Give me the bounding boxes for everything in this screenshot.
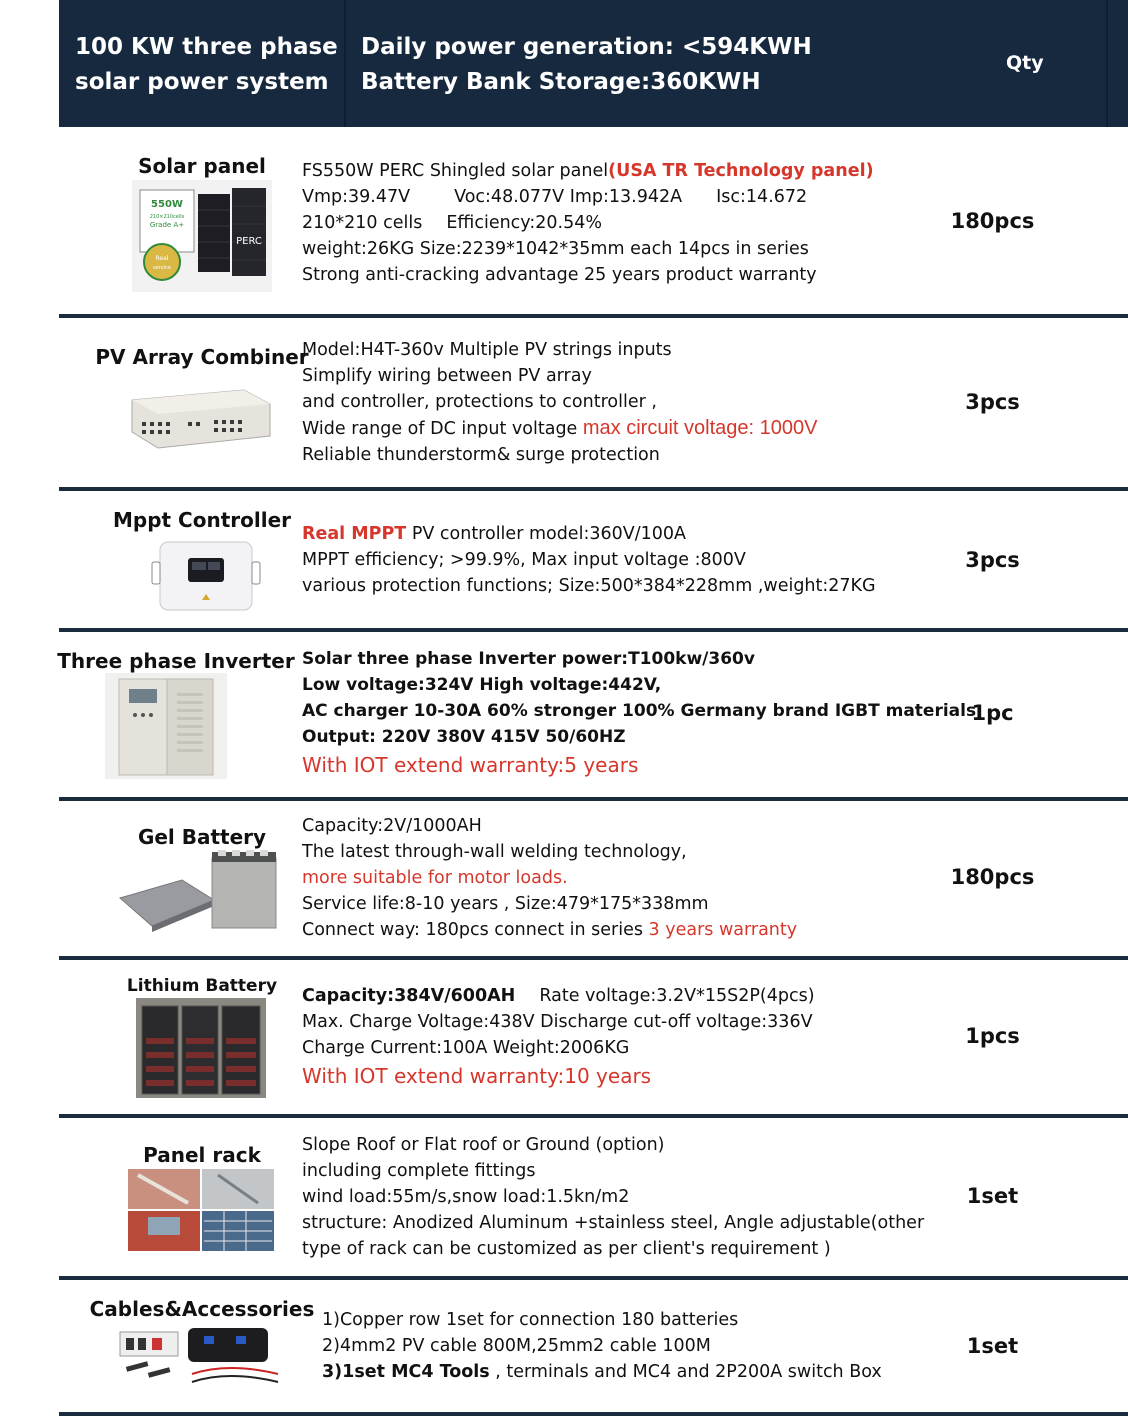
svg-text:Real: Real <box>155 255 169 262</box>
header-divider <box>344 0 346 127</box>
inverter-image <box>105 673 227 779</box>
header-divider <box>1106 0 1108 127</box>
item-name-cables-accessories: Cables&Accessories <box>89 1297 315 1321</box>
row-divider <box>59 314 1128 318</box>
inverter-description: Solar three phase Inverter power:T100kw/360v Low voltage:324V High voltage:442V, AC charger 10-30A 60% stronger 100% Germany brand IGBT materials Output: 220V 380V 415V 50/60HZ With IOT extend warranty:5 years <box>302 649 977 777</box>
mppt-controller-qty: 3pcs <box>965 548 1020 572</box>
solar-panel-image <box>132 180 272 292</box>
row-divider <box>59 487 1128 491</box>
row-divider <box>59 1412 1128 1416</box>
gel-battery-description: Capacity:2V/1000AH The latest through-wall welding technology, more suitable for motor loads. Service life:8-10 years , Size:479*175*338mm Connect way: 180pcs connect in series 3 years warranty <box>302 816 798 940</box>
lithium-battery-qty: 1pcs <box>965 1024 1020 1048</box>
cables-accessories-qty: 1set <box>966 1334 1019 1358</box>
item-name-mppt-controller: Mppt Controller <box>112 508 292 532</box>
system-title: 100 KW three phase solar power system <box>75 34 338 95</box>
item-name-lithium-battery: Lithium Battery <box>126 976 278 996</box>
row-divider <box>59 956 1128 960</box>
cables-accessories-image <box>118 1326 286 1392</box>
panel-rack-image <box>128 1169 274 1251</box>
pv-combiner-image <box>128 378 274 450</box>
svg-text:Grade A+: Grade A+ <box>149 221 185 229</box>
mppt-controller-description: Real MPPT PV controller model:360V/100A MPPT efficiency; >99.9%, Max input voltage :800V various protection functions; Size:500*384*228mm ,weight:27KG <box>302 524 876 596</box>
row-divider <box>59 1114 1128 1118</box>
gel-battery-qty: 180pcs <box>950 865 1035 889</box>
item-name-panel-rack: Panel rack <box>143 1143 261 1167</box>
qty-column-header: Qty <box>1006 52 1044 74</box>
svg-text:service: service <box>153 265 171 271</box>
item-name-three-phase-inverter: Three phase Inverter <box>57 649 295 673</box>
row-divider <box>59 628 1128 632</box>
cables-accessories-description: 1)Copper row 1set for connection 180 batteries 2)4mm2 PV cable 800M,25mm2 cable 100M 3)1set MC4 Tools , terminals and MC4 and 2P200A switch Box <box>322 1310 882 1382</box>
row-divider <box>59 1276 1128 1280</box>
lithium-battery-image <box>136 998 266 1098</box>
item-name-solar-panel: Solar panel <box>138 154 266 178</box>
panel-rack-qty: 1set <box>966 1184 1019 1208</box>
panel-rack-description: Slope Roof or Flat roof or Ground (option) including complete fittings wind load:55m/s,snow load:1.5kn/m2 structure: Anodized Aluminum +stainless steel, Angle adjustable(other type of rack can be customized as per client's requirement ) <box>302 1135 925 1259</box>
item-name-pv-array-combiner: PV Array Combiner <box>95 345 309 369</box>
solar-panel-description: FS550W PERC Shingled solar panel(USA TR Technology panel) Vmp:39.47V Voc:48.077V Imp:13.942A Isc:14.672 210*210 cells Efficiency:20.54% weight:26KG Size:2239*1042*35mm each 14pcs in series Strong anti-cracking advantage 25 years product warranty <box>302 161 874 285</box>
svg-text:210×210cells: 210×210cells <box>149 214 185 220</box>
gel-battery-image <box>118 850 288 932</box>
pv-combiner-description: Model:H4T-360v Multiple PV strings inputs Simplify wiring between PV array and controller, protections to controller , Wide range of DC input voltage max circuit voltage: 1000V Reliable thunderstorm& surge protection <box>302 340 818 465</box>
solar-panel-qty: 180pcs <box>950 209 1035 233</box>
table-header <box>59 0 1128 127</box>
system-summary: Daily power generation: <594KWH Battery Bank Storage:360KWH <box>361 34 812 95</box>
inverter-qty: 1pc <box>971 701 1014 725</box>
svg-text:550W: 550W <box>151 199 183 210</box>
item-name-gel-battery: Gel Battery <box>137 825 267 849</box>
pv-combiner-qty: 3pcs <box>965 390 1020 414</box>
row-divider <box>59 797 1128 801</box>
lithium-battery-description: Capacity:384V/600AH Rate voltage:3.2V*15S2P(4pcs) Max. Charge Voltage:438V Discharge cut-off voltage:336V Charge Current:100A Weight:2006KG With IOT extend warranty:10 years <box>302 986 815 1088</box>
svg-text:PERC: PERC <box>236 236 262 247</box>
mppt-controller-image <box>150 540 262 612</box>
